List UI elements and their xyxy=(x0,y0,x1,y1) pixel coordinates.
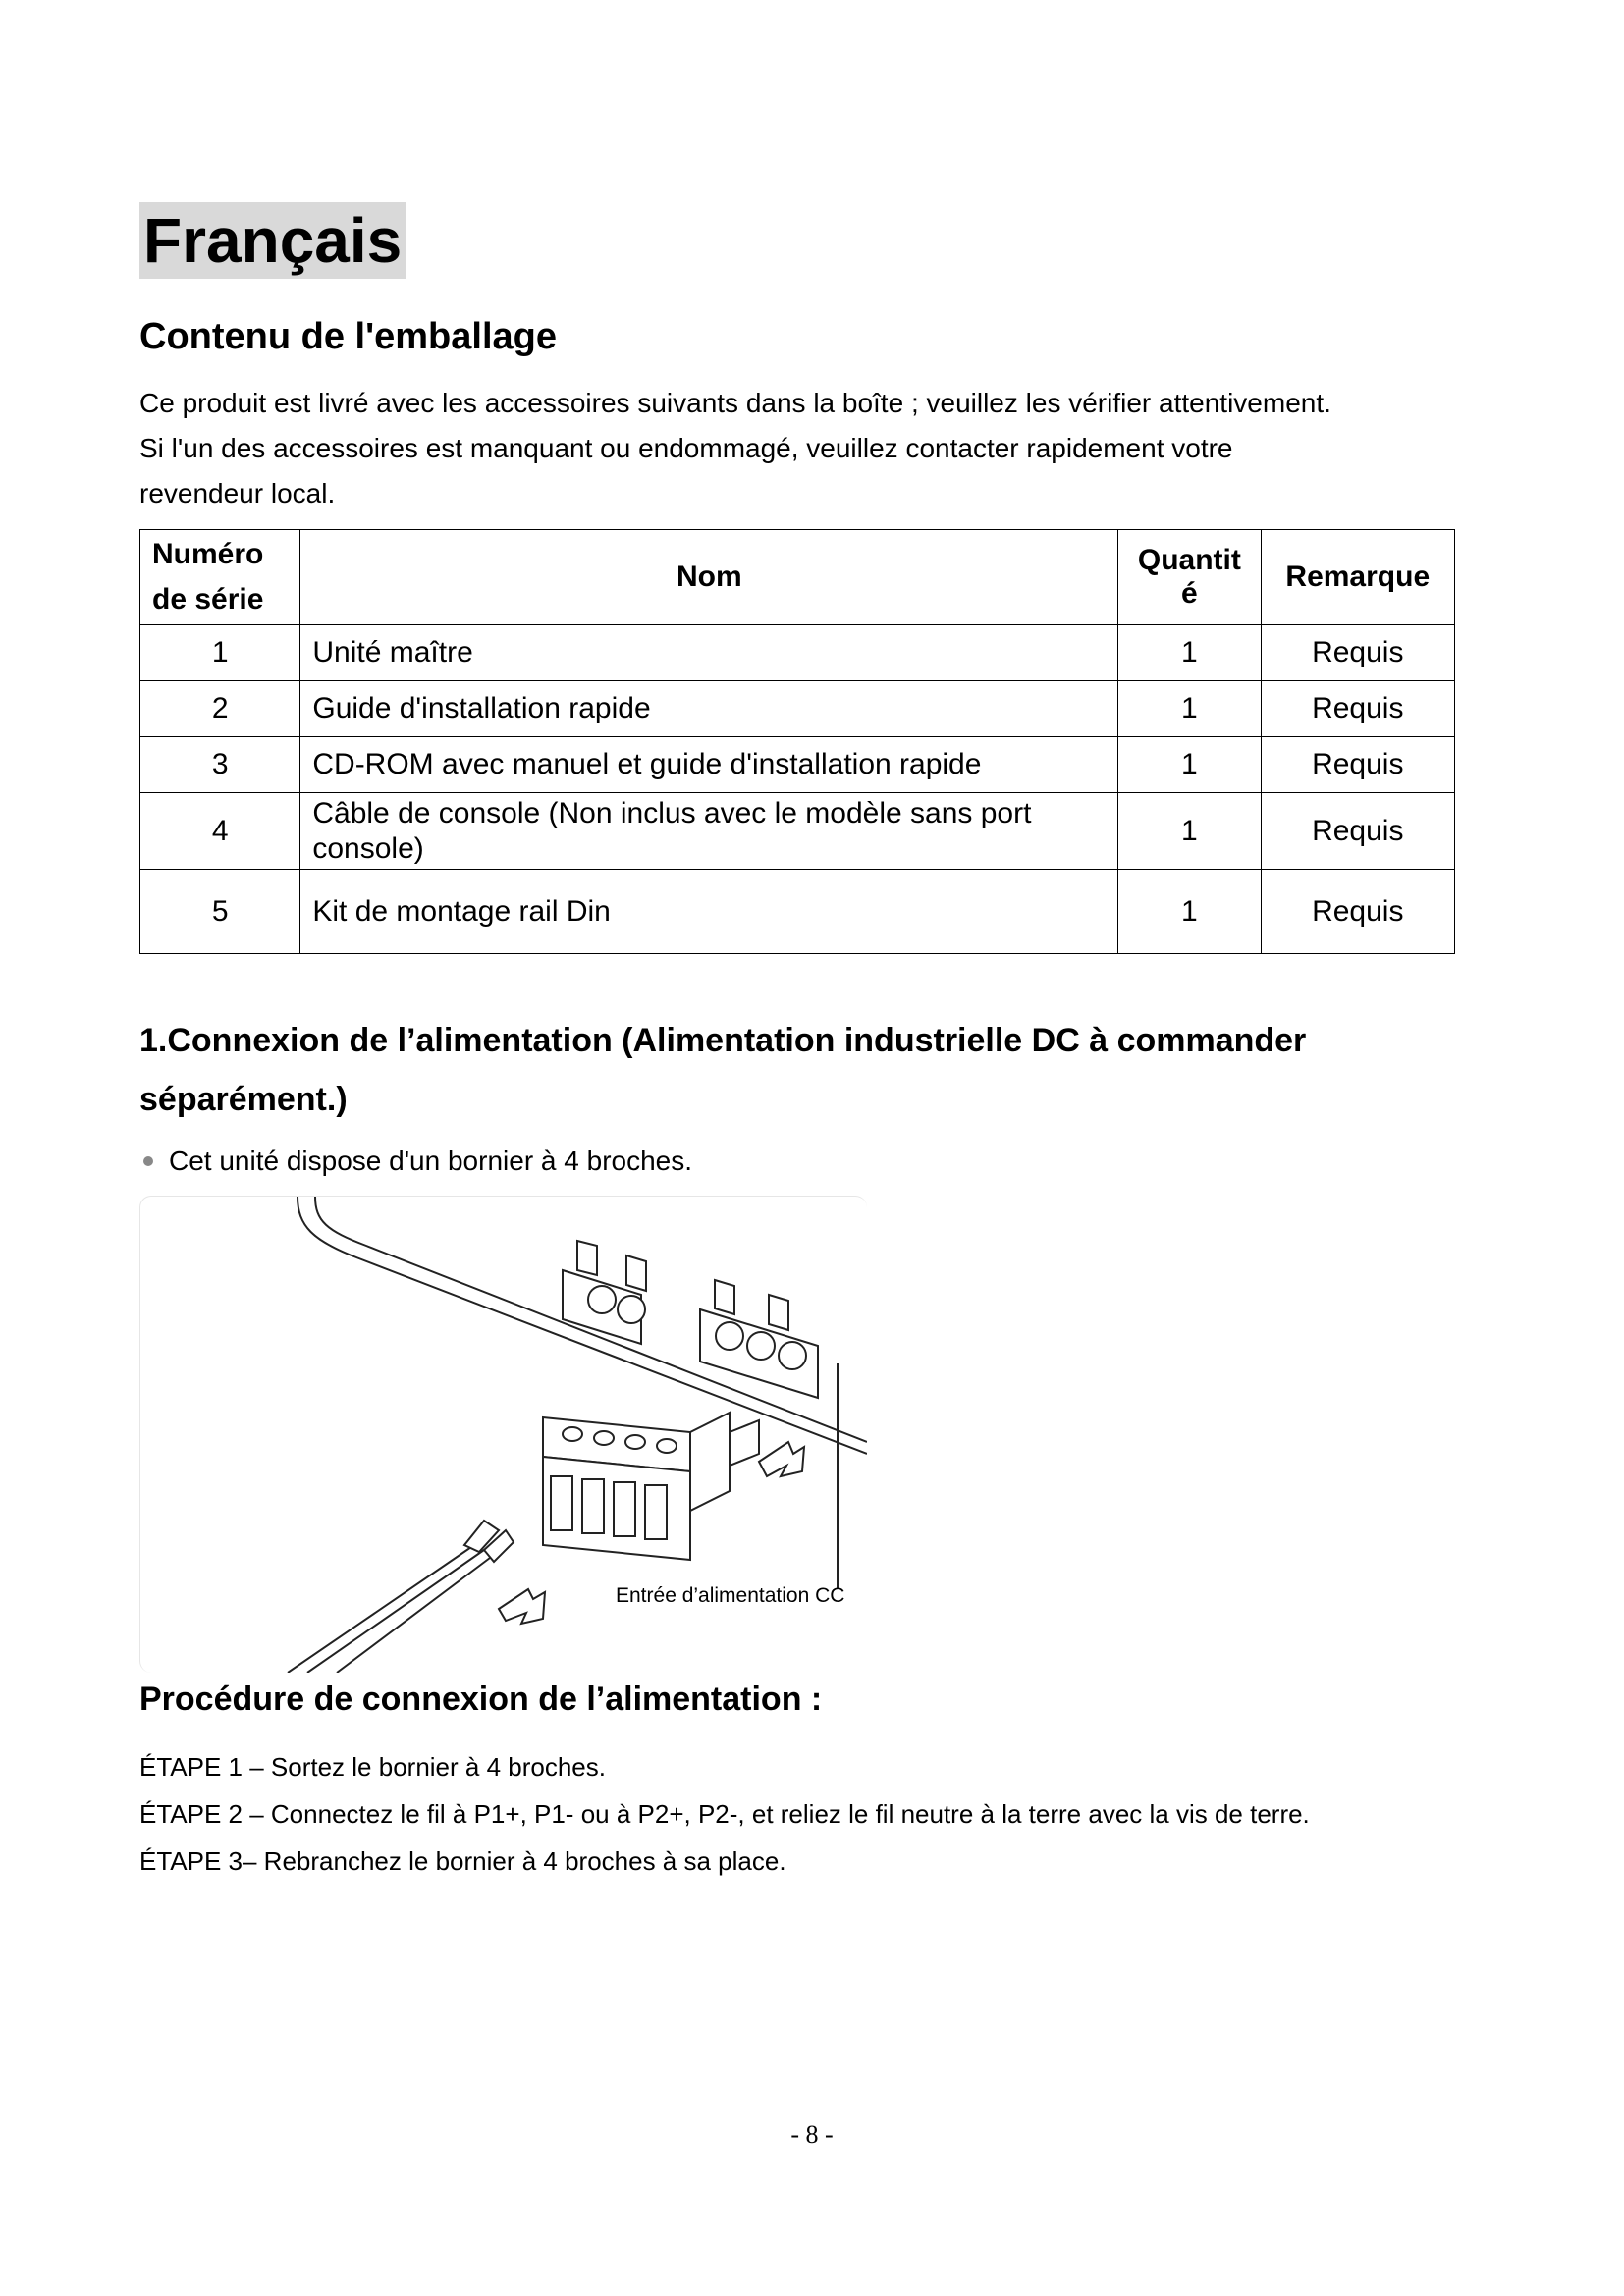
table-row xyxy=(140,793,1455,870)
table-row xyxy=(140,625,1455,681)
header-name: Nom xyxy=(300,530,1118,625)
cell-name: CD-ROM avec manuel et guide d'installation rapide xyxy=(300,737,1118,793)
terminal-block-figure xyxy=(139,1196,867,1673)
section-heading-package-contents: Contenu de l'emballage xyxy=(139,316,557,357)
cell-number: 3 xyxy=(140,737,300,793)
package-contents-table xyxy=(139,529,1455,954)
header-remark: Remarque xyxy=(1261,530,1454,625)
cell-remark: Requis xyxy=(1261,737,1454,793)
intro-line: revendeur local. xyxy=(139,478,336,508)
cell-name: Guide d'installation rapide xyxy=(300,681,1118,737)
cell-name: Unité maître xyxy=(300,625,1118,681)
procedure-steps xyxy=(139,1743,1310,1885)
cell-remark: Requis xyxy=(1261,870,1454,954)
bullet-item: Cet unité dispose d'un bornier à 4 broches. xyxy=(139,1139,692,1184)
intro-line: Si l'un des accessoires est manquant ou endommagé, veuillez contacter rapidement votre xyxy=(139,433,1233,463)
cell-remark: Requis xyxy=(1261,625,1454,681)
language-title: Français xyxy=(139,202,406,279)
procedure-heading: Procédure de connexion de l’alimentation : xyxy=(139,1681,823,1718)
procedure-step: ÉTAPE 3– Rebranchez le bornier à 4 broches à sa place. xyxy=(139,1846,786,1876)
intro-paragraph xyxy=(139,381,1331,516)
cell-remark: Requis xyxy=(1261,793,1454,870)
page-number: - 8 - xyxy=(790,2120,834,2149)
cell-name: Kit de montage rail Din xyxy=(300,870,1118,954)
intro-line: Ce produit est livré avec les accessoires suivants dans la boîte ; veuillez les vérifier attentivement. xyxy=(139,388,1331,418)
table-header-row xyxy=(140,530,1455,625)
table-row xyxy=(140,870,1455,954)
figure-label: Entrée d’alimentation CC xyxy=(616,1584,845,1607)
section-heading-power-connection: 1.Connexion de l’alimentation (Alimentation industrielle DC à commander séparément.) xyxy=(139,1022,1307,1118)
cell-number: 5 xyxy=(140,870,300,954)
cell-quantity: 1 xyxy=(1118,793,1261,870)
cell-number: 4 xyxy=(140,793,300,870)
cell-number: 2 xyxy=(140,681,300,737)
table-row xyxy=(140,681,1455,737)
cell-name: Câble de console (Non inclus avec le modèle sans port console) xyxy=(300,793,1118,870)
cell-quantity: 1 xyxy=(1118,681,1261,737)
table-row xyxy=(140,737,1455,793)
cell-quantity: 1 xyxy=(1118,870,1261,954)
cell-quantity: 1 xyxy=(1118,737,1261,793)
header-quantity: Quantit é xyxy=(1118,530,1261,625)
cell-remark: Requis xyxy=(1261,681,1454,737)
procedure-step: ÉTAPE 1 – Sortez le bornier à 4 broches. xyxy=(139,1752,606,1782)
procedure-step: ÉTAPE 2 – Connectez le fil à P1+, P1- ou à P2+, P2-, et reliez le fil neutre à la terre avec la vis de terre. xyxy=(139,1799,1310,1829)
cell-number: 1 xyxy=(140,625,300,681)
cell-quantity: 1 xyxy=(1118,625,1261,681)
header-number: Numéro de série xyxy=(140,530,300,625)
bullet-dot-icon xyxy=(143,1156,153,1166)
